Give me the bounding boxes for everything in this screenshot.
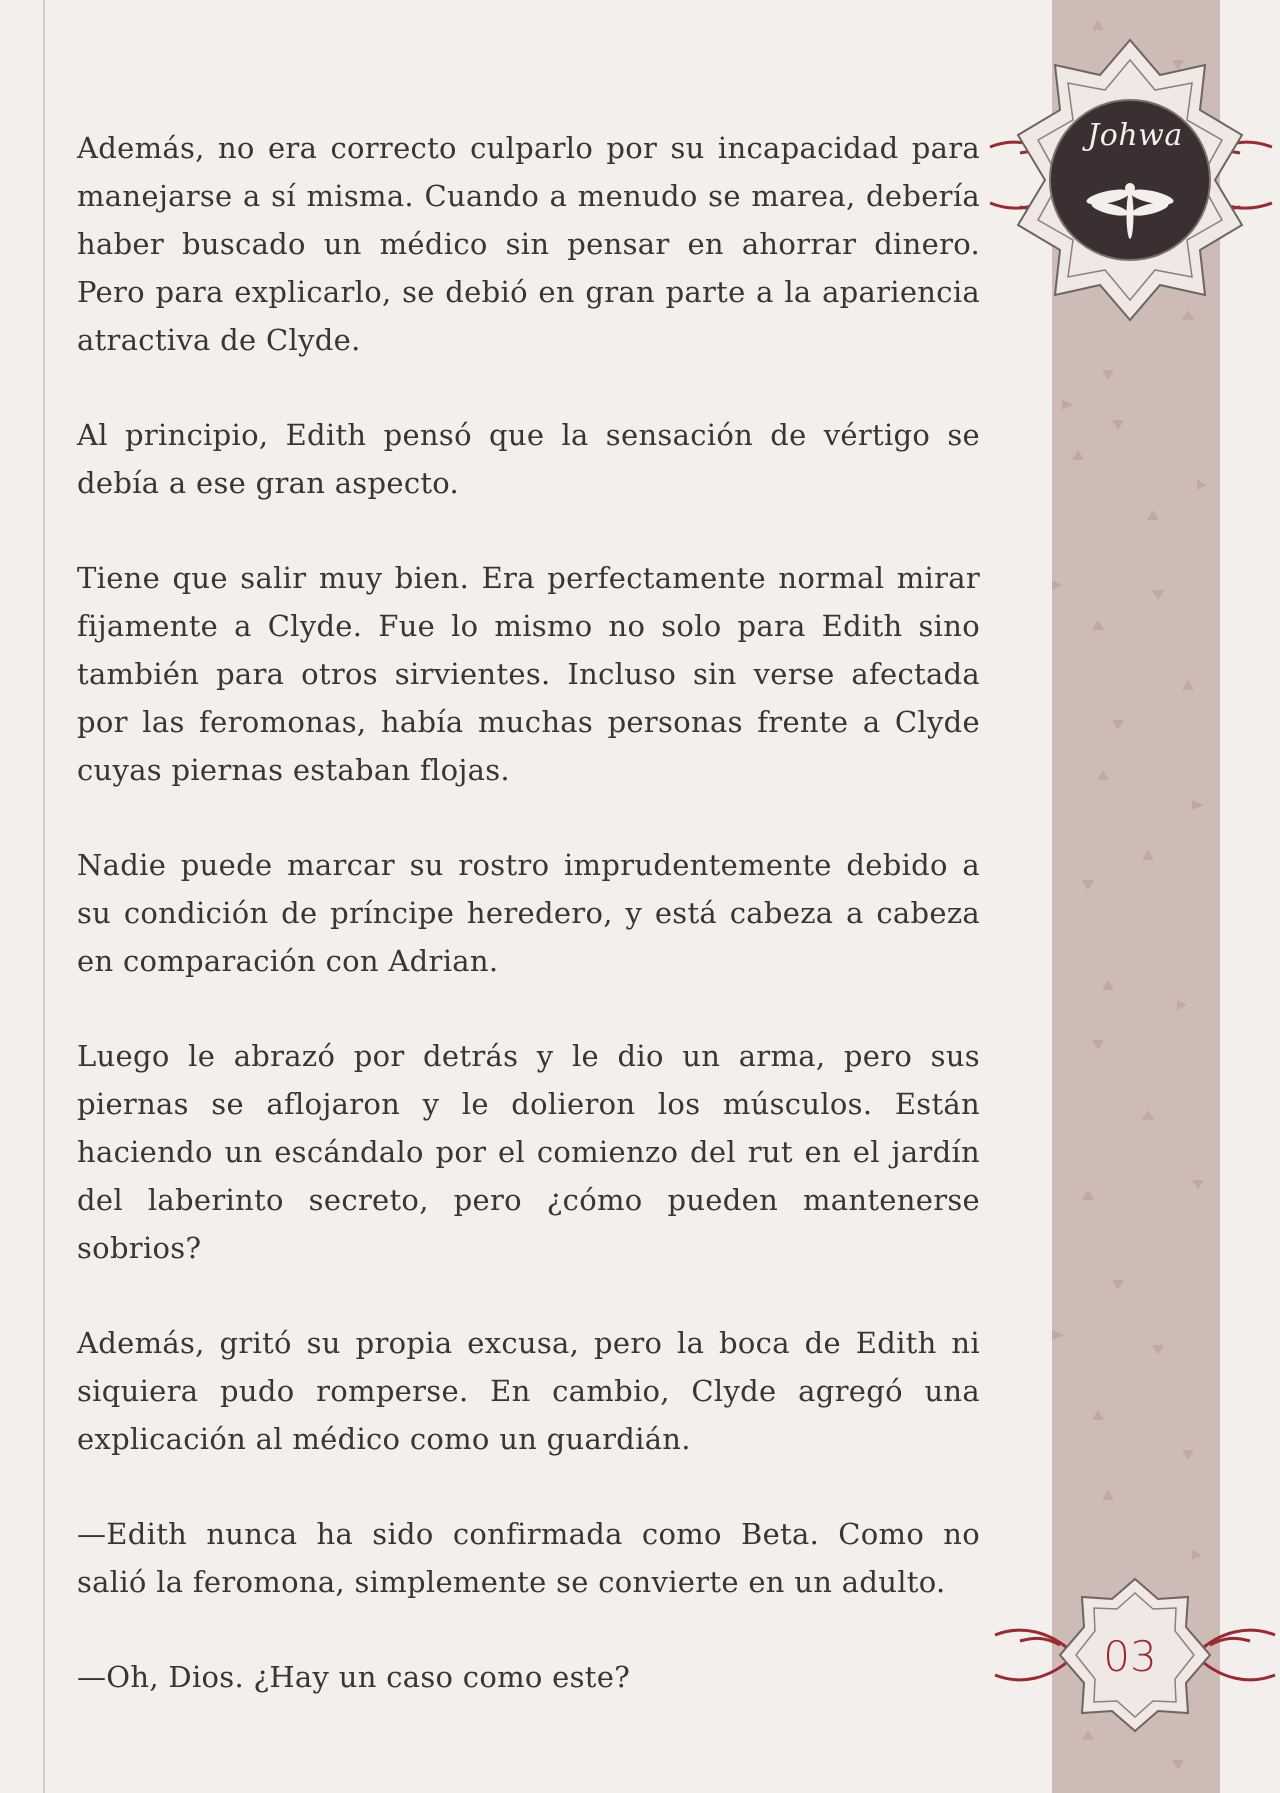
paragraph-3: Tiene que salir muy bien. Era perfectamente normal mirar fijamente a Clyde. Fue lo mismo no solo para Edith sino también para otros sirvientes. Incluso sin verse afectada por las feromonas, había muchas personas frente a Clyde cuyas piernas estaban flojas. (77, 561, 980, 787)
paragraph-6: Además, gritó su propia excusa, pero la boca de Edith ni siquiera pudo romperse. En cambio, Clyde agregó una explicación al médico como un guardián. (77, 1326, 980, 1456)
johwa-emblem (980, 35, 1280, 325)
brand-name: Johwa (1087, 118, 1183, 153)
paragraph-5: Luego le abrazó por detrás y le dio un arma, pero sus piernas se aflojaron y le dolieron los músculos. Están haciendo un escándalo por el comienzo del rut en el jardín del laberinto secreto, pero ¿cómo pueden mantenerse sobrios? (77, 1039, 980, 1265)
body-text (77, 124, 980, 1748)
paragraph-2: Al principio, Edith pensó que la sensación de vértigo se debía a ese gran aspecto. (77, 418, 980, 500)
mandala-frame (1018, 40, 1242, 320)
paragraph-1: Además, no era correcto culparlo por su incapacidad para manejarse a sí misma. Cuando a menudo se marea, debería haber buscado un médico sin pensar en ahorrar dinero. Pero para explicarlo, se debió en gran parte a la apariencia atractiva de Clyde. (77, 131, 980, 357)
paragraph-7: —Edith nunca ha sido confirmada como Beta. Como no salió la feromona, simplemente se convierte en un adulto. (77, 1517, 980, 1599)
paragraph-4: Nadie puede marcar su rostro imprudentemente debido a su condición de príncipe heredero, y está cabeza a cabeza en comparación con Adrian. (77, 848, 980, 978)
paragraph-8: —Oh, Dios. ¿Hay un caso como este? (77, 1660, 631, 1694)
left-margin-rule (43, 0, 45, 1793)
page-number: 03 (1103, 1632, 1157, 1681)
